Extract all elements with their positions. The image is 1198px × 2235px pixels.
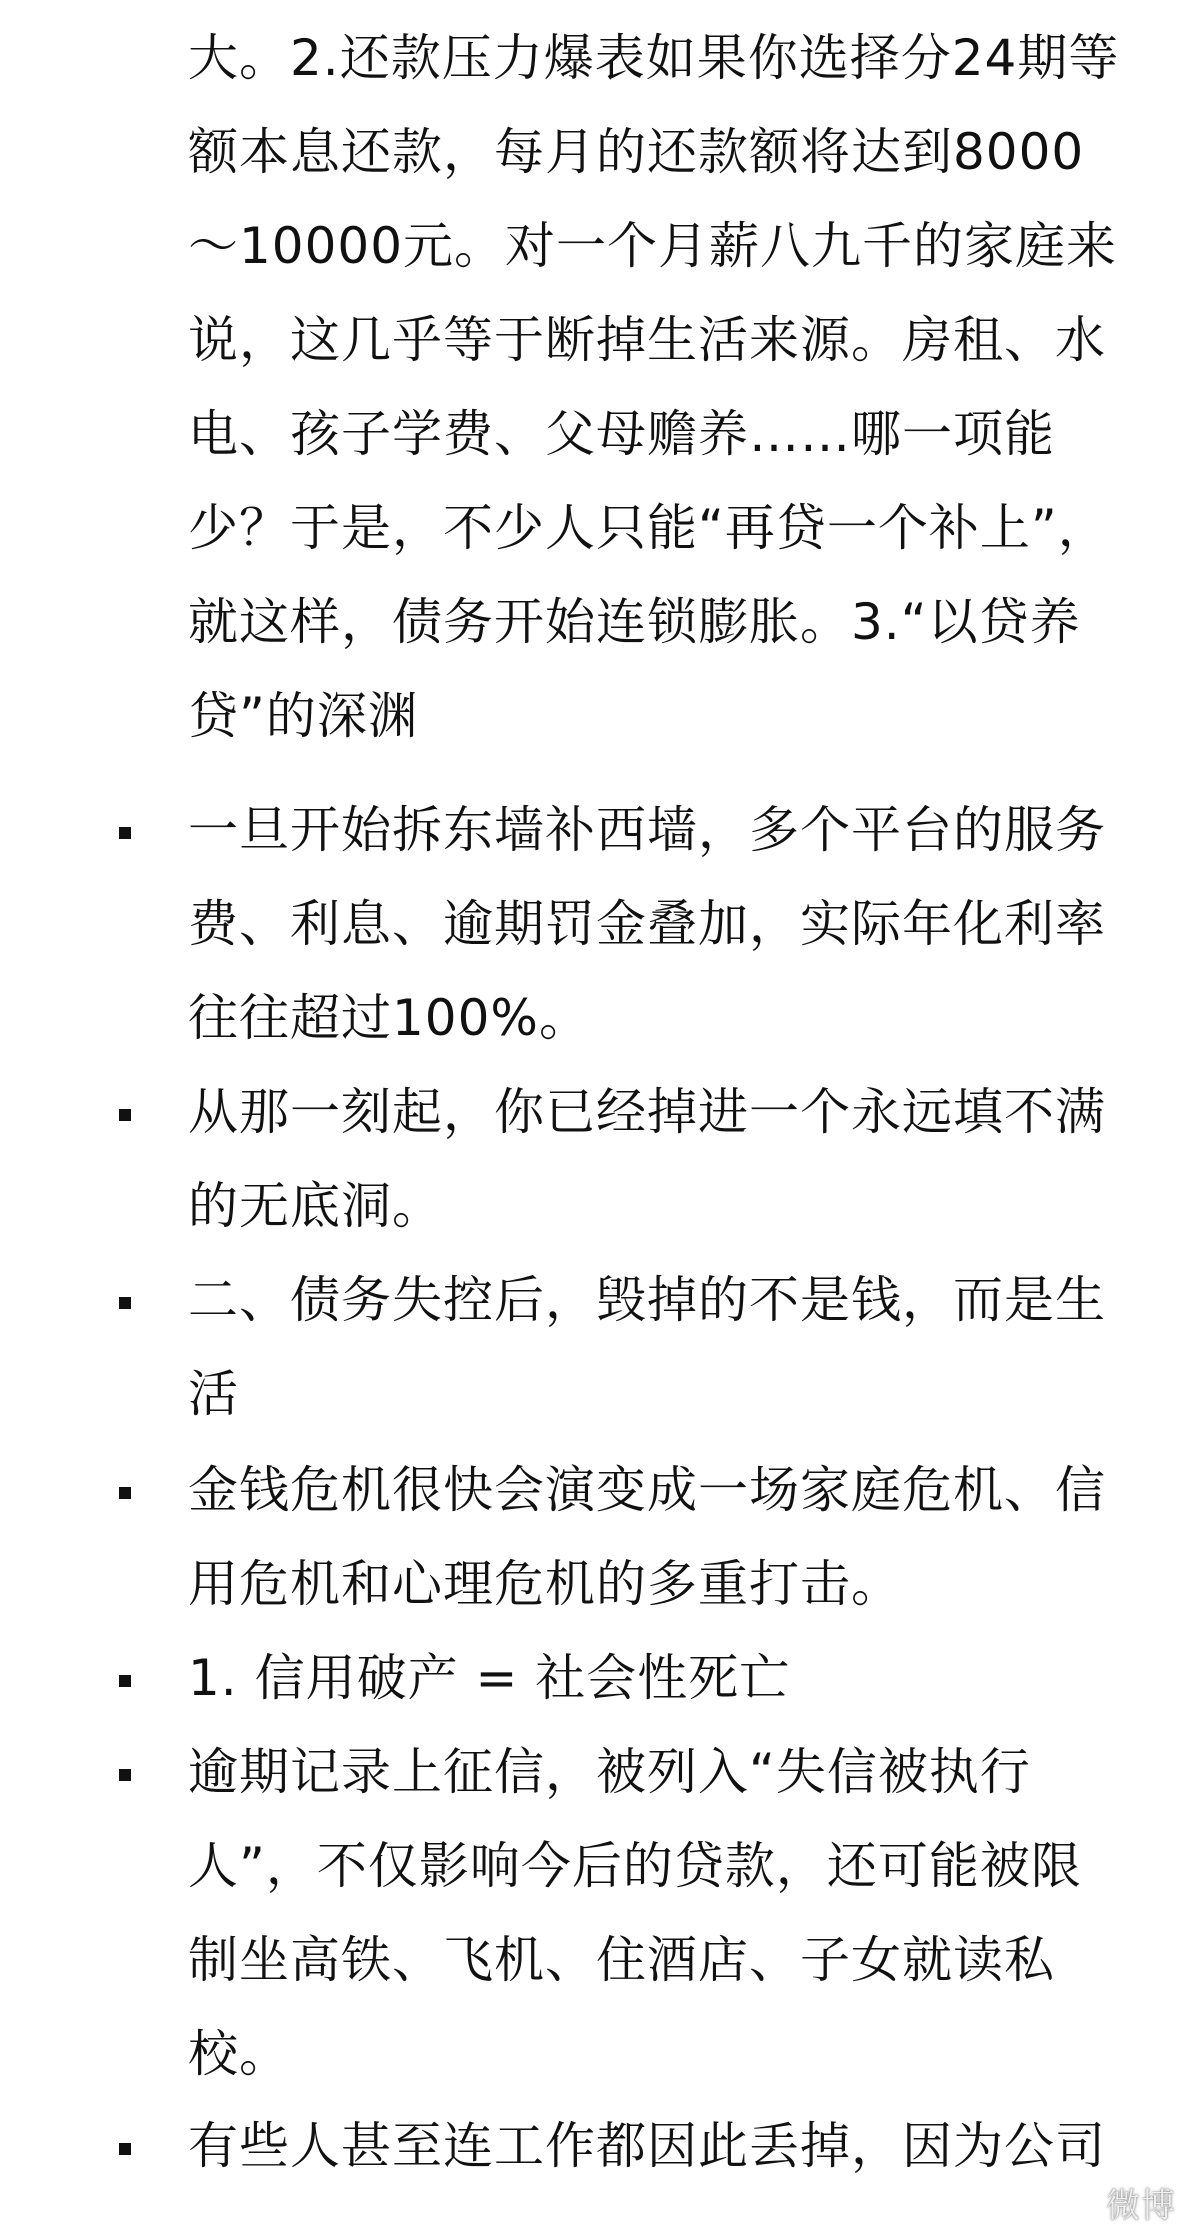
paragraph-7: 逾期记录上征信，被列入“失信被执行 人”，不仅影响今后的贷款，还可能被限 制坐高铁、飞机、住酒店、子女就读私 校。 bbox=[188, 1743, 1082, 2083]
bullet-icon bbox=[119, 1297, 131, 1309]
paragraph-8: 有些人甚至连工作都因此丢掉，因为公司 bbox=[188, 2117, 1106, 2175]
paragraph-4: 二、债务失控后，毁掉的不是钱，而是生 活 bbox=[188, 1271, 1106, 1423]
paragraph-1: 大。2.还款压力爆表如果你选择分24期等 额本息还款，每月的还款额将达到8000 ～10000元。对一个月薪八九千的家庭来 说，这几乎等于断掉生活来源。房租、水 电、孩子学费、父母赡养……哪一项能 少？于是，不少人只能“再贷一个补上”， 就这样，债务开始连锁膨胀。3.“以贷养 贷”的深渊 bbox=[188, 29, 1120, 745]
paragraph-3: 从那一刻起，你已经掉进一个永远填不满 的无底洞。 bbox=[188, 1083, 1106, 1235]
paragraph-5: 金钱危机很快会演变成一场家庭危机、信 用危机和心理危机的多重打击。 bbox=[188, 1461, 1106, 1613]
bullet-icon bbox=[119, 1675, 131, 1687]
watermark: 微博 bbox=[1106, 2186, 1176, 2226]
bullet-icon bbox=[119, 827, 131, 839]
paragraph-2: 一旦开始拆东墙补西墙，多个平台的服务 费、利息、逾期罚金叠加，实际年化利率 往往超过100%。 bbox=[188, 801, 1106, 1047]
bullet-icon bbox=[119, 1769, 131, 1781]
bullet-icon bbox=[119, 1109, 131, 1121]
paragraph-6: 1. 信用破产 = 社会性死亡 bbox=[188, 1649, 791, 1707]
bullet-icon bbox=[119, 2143, 131, 2155]
bullet-icon bbox=[119, 1487, 131, 1499]
